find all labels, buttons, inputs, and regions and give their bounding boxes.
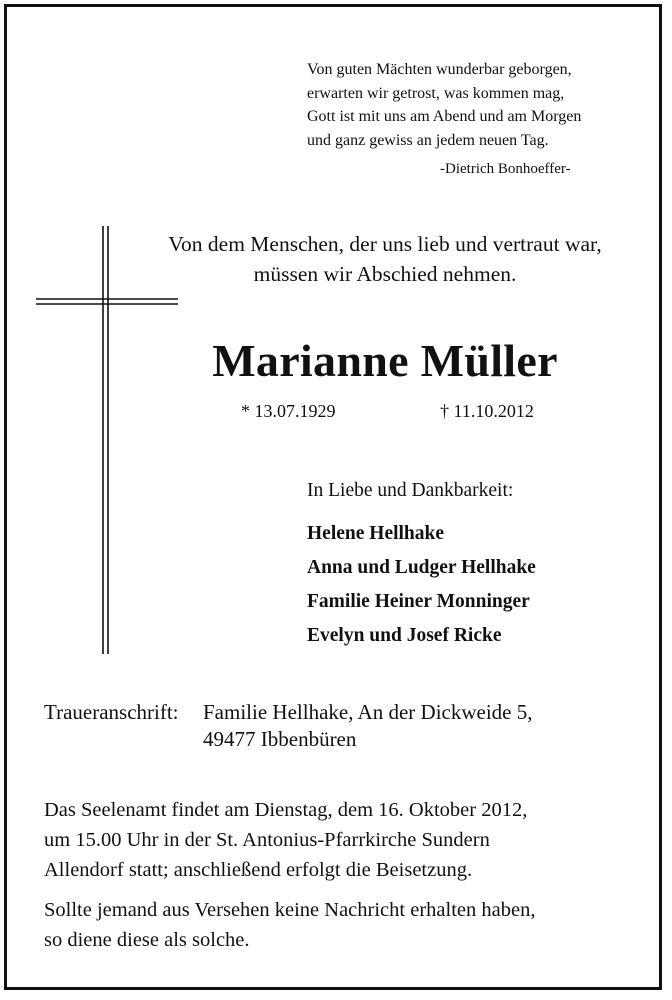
mourner-name: Helene Hellhake [307,523,445,544]
service-line: Das Seelenamt findet am Dienstag, dem 16. Oktober 2012, [44,799,528,821]
poem-line: erwarten wir getrost, was kommen mag, [307,84,565,102]
mourner-name: Anna und Ludger Hellhake [307,557,536,578]
poem-line: Gott ist mit uns am Abend und am Morgen [307,108,582,125]
service-line: Allendorf statt; anschließend erfolgt die Beisetzung. [44,859,473,881]
poem [307,58,581,152]
closing-note [44,895,535,955]
cross-icon [36,226,178,654]
mourners-heading: In Liebe und Dankbarkeit: [307,480,514,501]
death-date: † 11.10.2012 [440,401,534,421]
poem-line: und ganz gewiss an jedem neuen Tag. [307,131,549,149]
closing-line: Sollte jemand aus Versehen keine Nachricht erhalten haben, [44,899,536,921]
closing-line: so diene diese als solche. [44,929,250,951]
mourner-name: Familie Heiner Monninger [307,591,530,612]
mourners-list [307,517,536,653]
address-label: Traueranschrift: [44,700,179,724]
address-line: 49477 Ibbenbüren [203,727,357,751]
address-line: Familie Hellhake, An der Dickweide 5, [203,700,533,724]
intro-text: Von dem Menschen, der uns lieb und vertraut war, müssen wir Abschied nehmen. [168,232,602,286]
mourner-name: Evelyn und Josef Ricke [307,625,502,646]
service-info [44,795,527,885]
service-line: um 15.00 Uhr in der St. Antonius-Pfarrkirche Sundern [44,829,490,851]
poem-author: -Dietrich Bonhoeffer- [440,161,571,177]
poem-line: Von guten Mächten wunderbar geborgen, [307,61,572,78]
deceased-name: Marianne Müller [212,335,558,386]
birth-date: * 13.07.1929 [241,401,336,421]
